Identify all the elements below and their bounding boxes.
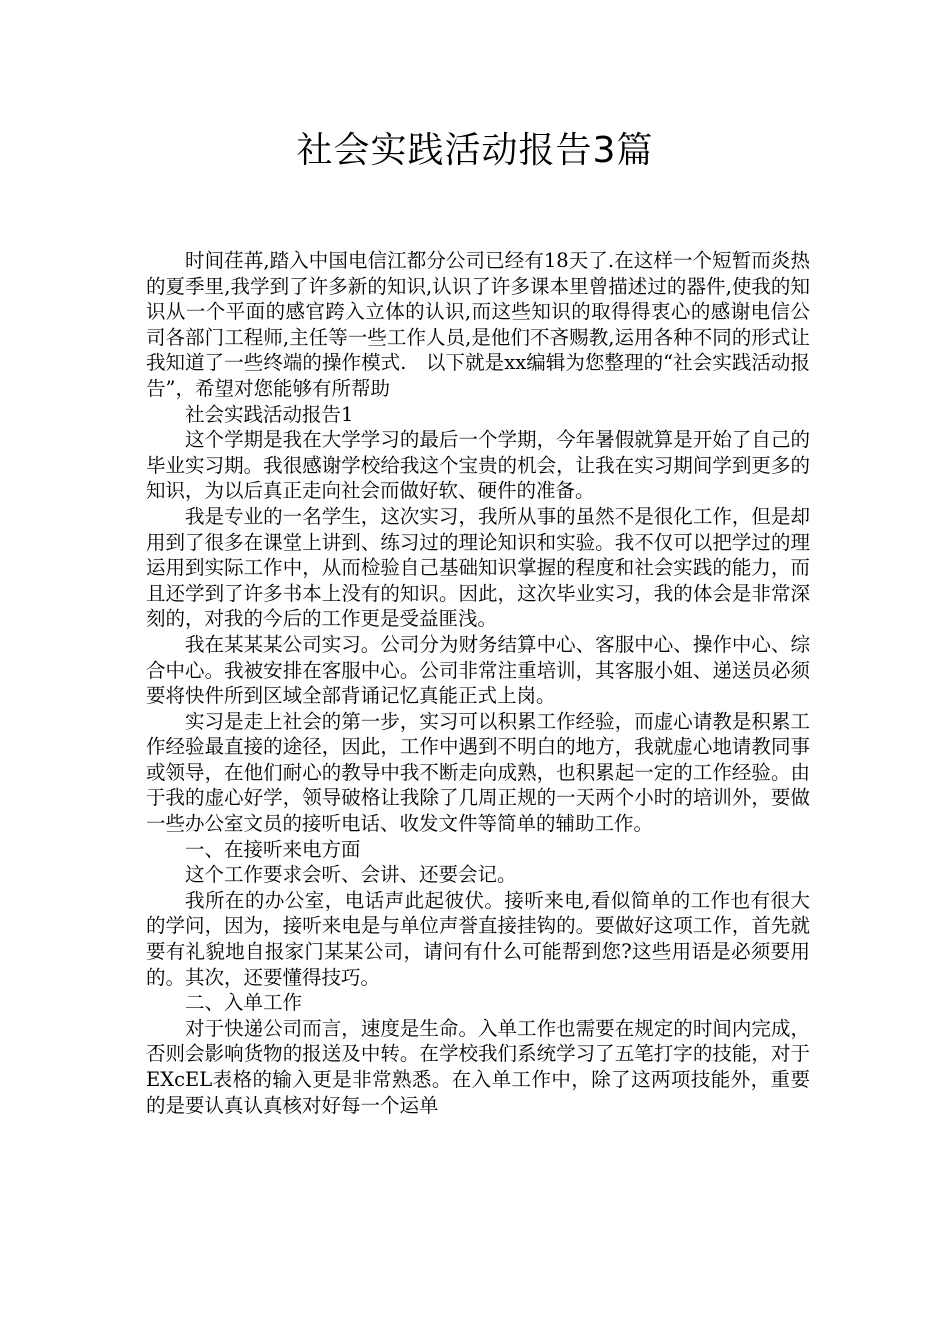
paragraph: 我所在的办公室，电话声此起彼伏。接听来电,看似简单的工作也有很大的学问，因为，接听来电是与单位声誉直接挂钩的。要做好这项工作，首先就要有礼貌地自报家门某某公司，请问有什么可能帮到您?这些用语是必须要用的。其次，还要懂得技巧。 [146,888,810,989]
section-heading-report-1: 社会实践活动报告1 [185,402,354,426]
paragraph-intro: 时间荏苒,踏入中国电信江都分公司已经有18天了.在这样一个短暂而炎热的夏季里,我学到了许多新的知识,认识了许多课本里曾描述过的器件,使我的知识从一个平面的感官跨入立体的认识,而这些知识的取得得衷心的感谢电信公司各部门工程师,主任等一些工作人员,是他们不吝赐教,运用各种不同的形式让我知道了一些终端的操作模式. 以下就是xx编辑为您整理的“社会实践活动报告”，希望对您能够有所帮助 [146,249,810,400]
paragraph: 对于快递公司而言，速度是生命。入单工作也需要在规定的时间内完成，否则会影响货物的报送及中转。在学校我们系统学习了五笔打字的技能，对于EXcEL表格的输入更是非常熟悉。在入单工作中，除了这两项技能外，重要的是要认真认真核对好每一个运单 [146,1016,810,1117]
paragraph: 这个学期是我在大学学习的最后一个学期，今年暑假就算是开始了自己的毕业实习期。我很感谢学校给我这个宝贵的机会，让我在实习期间学到更多的知识，为以后真正走向社会而做好软、硬件的准备。 [146,428,810,503]
document-body [146,248,810,1118]
document-title: 社会实践活动报告3篇 [296,130,654,171]
paragraph: 我在某某某公司实习。公司分为财务结算中心、客服中心、操作中心、综合中心。我被安排在客服中心。公司非常注重培训，其客服小姐、递送员必须要将快件所到区域全部背诵记忆真能正式上岗。 [146,632,810,708]
paragraph: 实习是走上社会的第一步，实习可以积累工作经验，而虚心请教是积累工作经验最直接的途径，因此，工作中遇到不明白的地方，我就虚心地请教同事或领导，在他们耐心的教导中我不断走向成熟，也积累起一定的工作经验。由于我的虚心好学，领导破格让我除了几周正规的一天两个小时的培训外，要做一些办公室文员的接听电话、收发文件等简单的辅助工作。 [146,709,810,836]
paragraph: 我是专业的一名学生，这次实习，我所从事的虽然不是很化工作，但是却用到了很多在课堂上讲到、练习过的理论知识和实验。我不仅可以把学过的理运用到实际工作中，从而检验自己基础知识掌握的程度和社会实践的能力，而且还学到了许多书本上没有的知识。因此，这次毕业实习，我的体会是非常深刻的，对我的今后的工作更是受益匪浅。 [146,504,810,631]
paragraph: 这个工作要求会听、会讲、还要会记。 [185,863,517,887]
subheading-phone: 一、在接听来电方面 [185,837,361,861]
subheading-order-entry: 二、入单工作 [185,991,303,1015]
